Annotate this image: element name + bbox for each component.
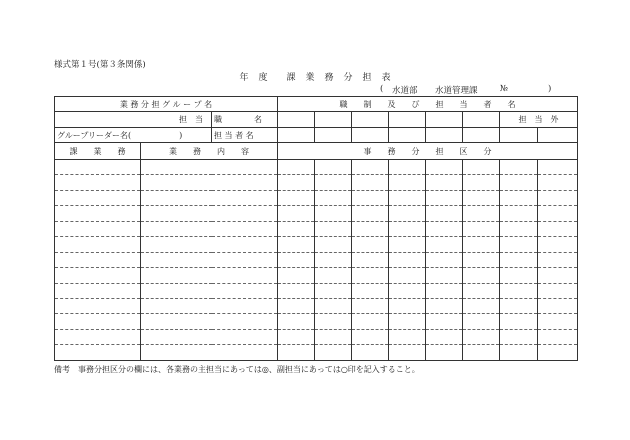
entry-cell[interactable] (278, 206, 315, 221)
entry-cell[interactable] (500, 314, 538, 329)
entry-cell[interactable] (315, 237, 352, 252)
tantosha-cell[interactable] (389, 127, 426, 142)
entry-cell[interactable] (352, 252, 389, 267)
entry-cell[interactable] (55, 159, 141, 174)
entry-cell[interactable] (278, 299, 315, 314)
table-row (55, 221, 578, 236)
leader-label: グループリーダー名( ) (55, 127, 212, 142)
entry-cell[interactable] (538, 314, 578, 329)
entry-cell[interactable] (278, 190, 315, 205)
entry-cell[interactable] (315, 329, 352, 344)
entry-cell[interactable] (55, 206, 141, 221)
entry-cell[interactable] (55, 237, 141, 252)
tantosha-cell[interactable] (352, 127, 389, 142)
entry-cell[interactable] (389, 283, 426, 298)
title-char: 業 (305, 73, 315, 83)
entry-cell[interactable] (141, 206, 278, 221)
col-content-header: 業 務 内 容 (141, 143, 278, 160)
entry-cell[interactable] (278, 345, 315, 361)
entry-cell[interactable] (426, 345, 463, 361)
entry-cell[interactable] (463, 175, 500, 190)
entry-cell[interactable] (141, 299, 278, 314)
col-division-header: 事 務 分 担 区 分 (278, 143, 578, 160)
entry-cell[interactable] (315, 314, 352, 329)
division-name: 水道部 (392, 86, 418, 96)
shoku-cell[interactable] (315, 112, 352, 127)
entry-cell[interactable] (500, 221, 538, 236)
entry-cell[interactable] (538, 329, 578, 344)
title-char: 度 (258, 73, 268, 83)
entry-cell[interactable] (55, 268, 141, 283)
tantosha-cell[interactable] (500, 127, 538, 142)
entry-cell[interactable] (141, 329, 278, 344)
entry-cell[interactable] (389, 237, 426, 252)
title-char: 担 (362, 73, 372, 83)
entry-cell[interactable] (389, 345, 426, 361)
division-of-duties-table (54, 96, 578, 361)
entry-cell[interactable] (500, 252, 538, 267)
entry-cell[interactable] (389, 206, 426, 221)
entry-cell[interactable] (389, 314, 426, 329)
form-title (0, 70, 630, 83)
entry-cell[interactable] (278, 283, 315, 298)
shoku-cell[interactable] (352, 112, 389, 127)
remarks-note: 備考 事務分担区分の欄には、各業務の主担当にあっては◎、副担当にあっては○印を記入すること。 (54, 365, 420, 374)
entry-cell[interactable] (500, 283, 538, 298)
table-row (55, 345, 578, 361)
entry-cell[interactable] (426, 329, 463, 344)
entry-cell[interactable] (55, 190, 141, 205)
entry-cell[interactable] (538, 221, 578, 236)
entry-cell[interactable] (463, 206, 500, 221)
entry-cell[interactable] (278, 314, 315, 329)
shoku-cell[interactable] (426, 112, 463, 127)
entry-cell[interactable] (426, 252, 463, 267)
entry-cell[interactable] (141, 345, 278, 361)
entry-cell[interactable] (315, 159, 352, 174)
entry-cell[interactable] (463, 190, 500, 205)
entry-cell[interactable] (500, 237, 538, 252)
entry-cell[interactable] (55, 314, 141, 329)
tantosha-cell[interactable] (278, 127, 315, 142)
entry-cell[interactable] (389, 175, 426, 190)
entry-cell[interactable] (426, 283, 463, 298)
entry-cell[interactable] (538, 190, 578, 205)
entry-cell[interactable] (463, 329, 500, 344)
entry-cell[interactable] (352, 283, 389, 298)
entry-cell[interactable] (426, 175, 463, 190)
entry-cell[interactable] (352, 206, 389, 221)
title-char: 課 (286, 73, 296, 83)
open-paren: ( (380, 84, 384, 94)
entry-cell[interactable] (55, 252, 141, 267)
entry-cell[interactable] (463, 237, 500, 252)
entry-cell[interactable] (278, 237, 315, 252)
entry-cell[interactable] (463, 299, 500, 314)
col-task-header: 課 業 務 (55, 143, 141, 160)
shoku-label: 職 名 (212, 112, 278, 127)
entry-cell[interactable] (352, 237, 389, 252)
entry-cell[interactable] (55, 299, 141, 314)
entry-cell[interactable] (141, 190, 278, 205)
entry-cell[interactable] (352, 329, 389, 344)
entry-cell[interactable] (315, 221, 352, 236)
entry-cell[interactable] (538, 206, 578, 221)
number-label: № (500, 84, 509, 94)
entry-cell[interactable] (500, 329, 538, 344)
entry-cell[interactable] (463, 345, 500, 361)
entry-cell[interactable] (352, 159, 389, 174)
entry-cell[interactable] (463, 283, 500, 298)
title-char: 分 (343, 73, 353, 83)
entry-cell[interactable] (426, 237, 463, 252)
entry-cell[interactable] (389, 329, 426, 344)
entry-cell[interactable] (315, 252, 352, 267)
table-row (55, 299, 578, 314)
staff-header: 職 制 及 び 担 当 者 名 (278, 97, 578, 112)
entry-cell[interactable] (463, 252, 500, 267)
entry-cell[interactable] (538, 268, 578, 283)
table-row (55, 237, 578, 252)
table-row (55, 159, 578, 174)
entry-cell[interactable] (278, 175, 315, 190)
entry-cell[interactable] (426, 190, 463, 205)
tanto-label: 担 当 (55, 112, 212, 127)
entry-cell[interactable] (538, 175, 578, 190)
entry-cell[interactable] (55, 283, 141, 298)
entry-cell[interactable] (463, 268, 500, 283)
entry-cell[interactable] (389, 299, 426, 314)
entry-cell[interactable] (500, 268, 538, 283)
entry-cell[interactable] (426, 206, 463, 221)
entry-cell[interactable] (141, 237, 278, 252)
entry-cell[interactable] (500, 299, 538, 314)
table-row (55, 252, 578, 267)
entry-cell[interactable] (538, 299, 578, 314)
tantosha-cell[interactable] (315, 127, 352, 142)
entry-cell[interactable] (463, 221, 500, 236)
tantosha-cell[interactable] (538, 127, 578, 142)
entry-cell[interactable] (500, 345, 538, 361)
entry-cell[interactable] (500, 159, 538, 174)
entry-cell[interactable] (141, 175, 278, 190)
title-char: 表 (381, 73, 391, 83)
entry-cell[interactable] (426, 314, 463, 329)
table-row (55, 206, 578, 221)
entry-cell[interactable] (352, 190, 389, 205)
table-row (55, 329, 578, 344)
entry-cell[interactable] (426, 268, 463, 283)
entry-cell[interactable] (315, 268, 352, 283)
entry-cell[interactable] (352, 345, 389, 361)
entry-cell[interactable] (141, 159, 278, 174)
entry-cell[interactable] (389, 268, 426, 283)
tanto-gai-label: 担 当 外 (500, 112, 578, 127)
tantosha-cell[interactable] (463, 127, 500, 142)
entry-cell[interactable] (389, 221, 426, 236)
entry-cell[interactable] (426, 159, 463, 174)
entry-cell[interactable] (426, 221, 463, 236)
title-char: 年 (239, 73, 249, 83)
table-row (55, 283, 578, 298)
entry-cell[interactable] (463, 314, 500, 329)
section-name: 水道管理課 (435, 86, 478, 96)
entry-cell[interactable] (278, 268, 315, 283)
entry-cell[interactable] (141, 314, 278, 329)
entry-cell[interactable] (315, 175, 352, 190)
entry-cell[interactable] (352, 175, 389, 190)
form-number: 様式第１号(第３条関係) (54, 60, 146, 70)
tantosha-cell[interactable] (426, 127, 463, 142)
entry-cell[interactable] (500, 206, 538, 221)
entry-cell[interactable] (315, 190, 352, 205)
entry-cell[interactable] (352, 221, 389, 236)
entry-cell[interactable] (55, 329, 141, 344)
entry-cell[interactable] (500, 190, 538, 205)
entry-cell[interactable] (141, 283, 278, 298)
entry-cell[interactable] (538, 252, 578, 267)
entry-cell[interactable] (426, 299, 463, 314)
entry-cell[interactable] (315, 283, 352, 298)
entry-cell[interactable] (278, 329, 315, 344)
entry-cell[interactable] (538, 345, 578, 361)
entry-cell[interactable] (538, 159, 578, 174)
shoku-cell[interactable] (463, 112, 500, 127)
table-row (55, 314, 578, 329)
entry-cell[interactable] (352, 314, 389, 329)
group-name-header: 業 務 分 担 グ ル ー プ 名 (55, 97, 278, 112)
table-row (55, 175, 578, 190)
title-char: 務 (324, 73, 334, 83)
entry-cell[interactable] (141, 221, 278, 236)
entry-cell[interactable] (55, 345, 141, 361)
table-row (55, 268, 578, 283)
shoku-cell[interactable] (389, 112, 426, 127)
entry-cell[interactable] (55, 221, 141, 236)
close-paren: ) (548, 84, 552, 94)
entry-cell[interactable] (500, 175, 538, 190)
entry-cell[interactable] (389, 159, 426, 174)
entry-cell[interactable] (315, 299, 352, 314)
entry-cell[interactable] (352, 299, 389, 314)
table-row (55, 190, 578, 205)
entry-cell[interactable] (538, 237, 578, 252)
entry-cell[interactable] (141, 252, 278, 267)
entry-cell[interactable] (315, 345, 352, 361)
entry-cell[interactable] (389, 190, 426, 205)
entry-cell[interactable] (278, 252, 315, 267)
entry-cell[interactable] (315, 206, 352, 221)
entry-cell[interactable] (141, 268, 278, 283)
entry-cell[interactable] (463, 159, 500, 174)
entry-cell[interactable] (55, 175, 141, 190)
entry-cell[interactable] (389, 252, 426, 267)
entry-cell[interactable] (278, 221, 315, 236)
shoku-cell[interactable] (278, 112, 315, 127)
entry-cell[interactable] (352, 268, 389, 283)
entry-cell[interactable] (538, 283, 578, 298)
tantosha-label: 担 当 者 名 (212, 127, 278, 142)
entry-cell[interactable] (278, 159, 315, 174)
